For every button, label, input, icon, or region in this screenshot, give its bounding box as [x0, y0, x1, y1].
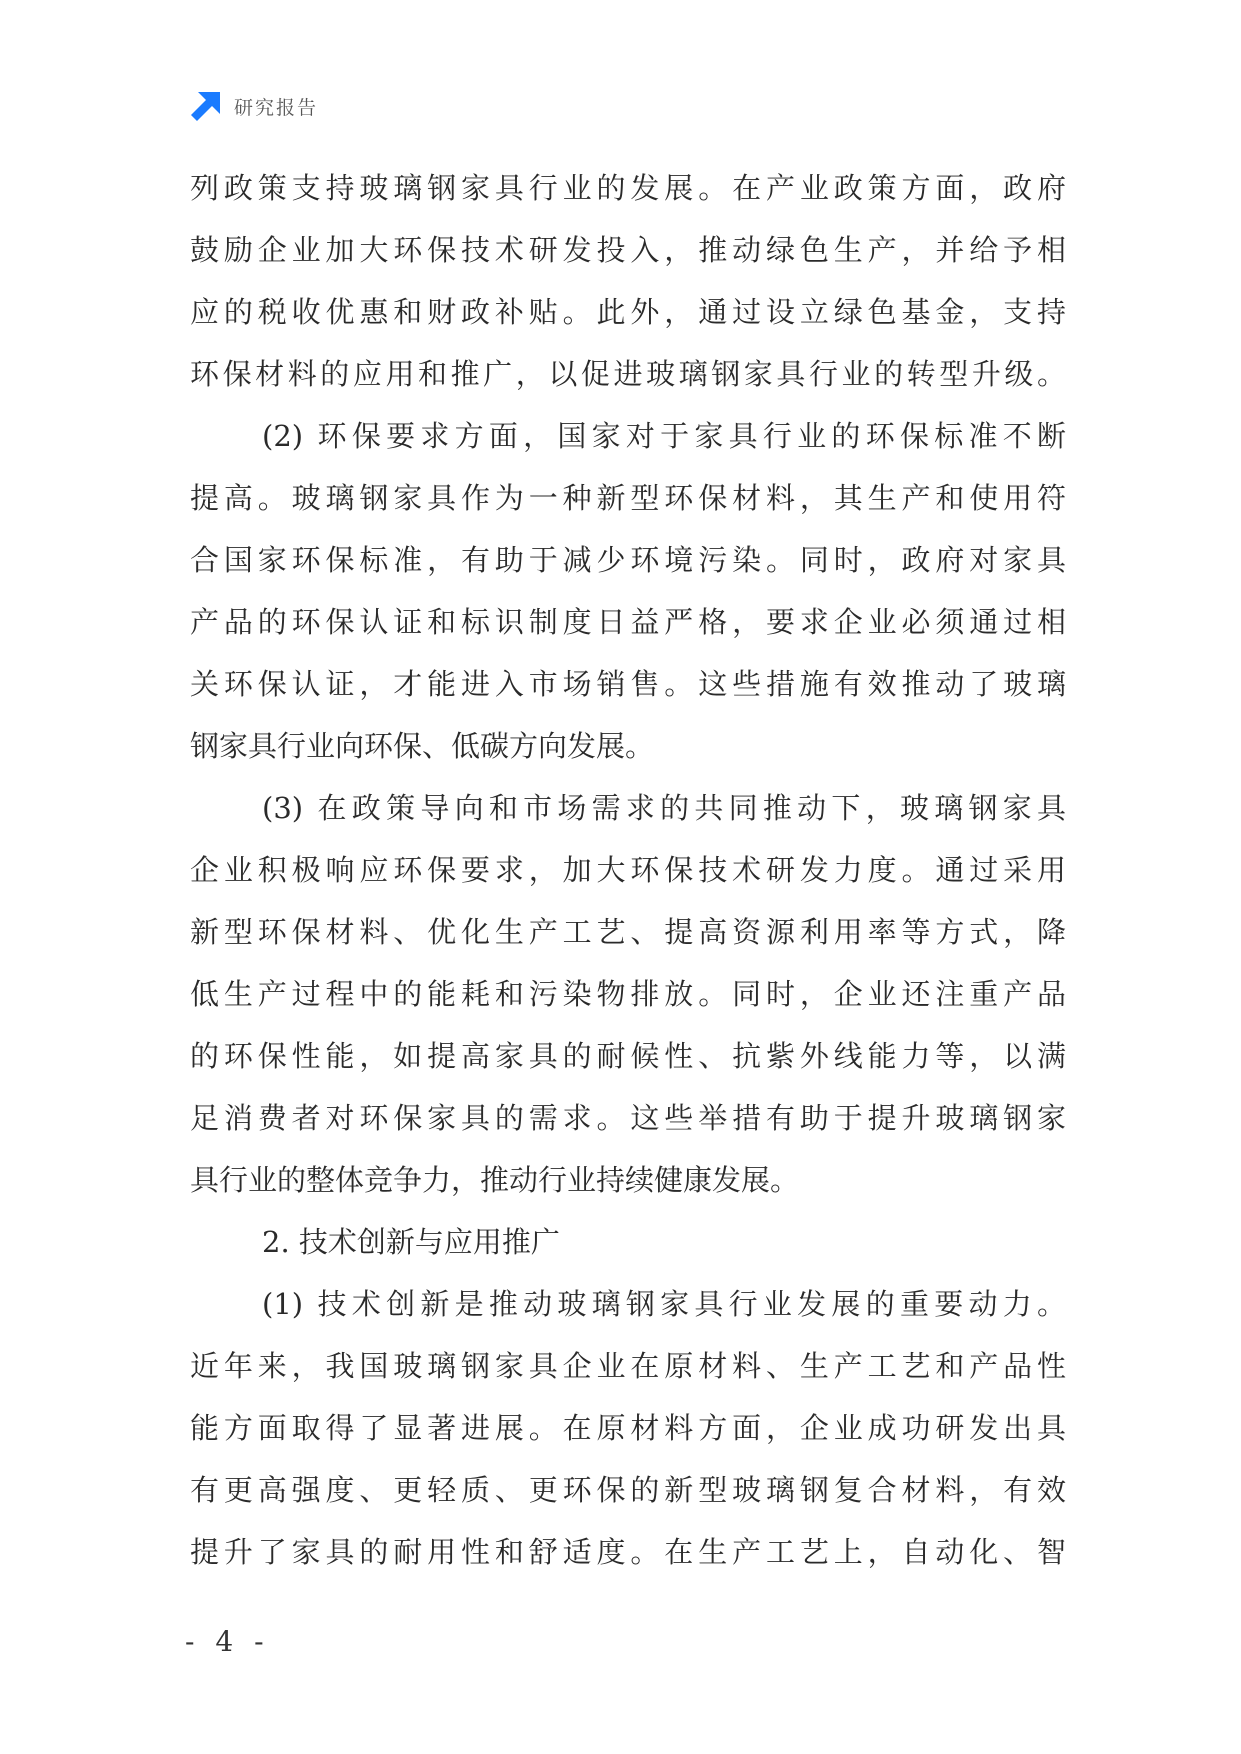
arrow-up-right-icon [188, 88, 224, 124]
header-title: 研究报告 [234, 96, 319, 119]
text-line: 具行业的整体竞争力，推动行业持续健康发展。 [190, 1163, 800, 1197]
text-line: 产品的环保认证和标识制度日益严格，要求企业必须通过相 [190, 605, 1066, 639]
text-line: 新型环保材料、优化生产工艺、提高资源利用率等方式，降 [190, 915, 1066, 949]
page-number: - 4 - [185, 1625, 270, 1658]
text-line: (2) 环保要求方面，国家对于家具行业的环保标准不断 [262, 419, 1066, 453]
text-line: 企业积极响应环保要求，加大环保技术研发力度。通过采用 [190, 853, 1066, 887]
text-line: 能方面取得了显著进展。在原材料方面，企业成功研发出具 [190, 1411, 1066, 1445]
text-line: 钢家具行业向环保、低碳方向发展。 [190, 729, 655, 763]
section-heading: 2. 技术创新与应用推广 [262, 1225, 560, 1259]
text-line: 近年来，我国玻璃钢家具企业在原材料、生产工艺和产品性 [190, 1349, 1066, 1383]
text-line: 合国家环保标准，有助于减少环境污染。同时，政府对家具 [190, 543, 1066, 577]
document-body [190, 157, 1066, 1583]
text-line: 列政策支持玻璃钢家具行业的发展。在产业政策方面，政府 [190, 171, 1066, 205]
text-line: 提升了家具的耐用性和舒适度。在生产工艺上，自动化、智 [190, 1535, 1066, 1569]
text-line: (3) 在政策导向和市场需求的共同推动下，玻璃钢家具 [262, 791, 1066, 825]
text-line: 足消费者对环保家具的需求。这些举措有助于提升玻璃钢家 [190, 1101, 1066, 1135]
text-line: 环保材料的应用和推广，以促进玻璃钢家具行业的转型升级。 [190, 357, 1066, 391]
page-header [188, 88, 318, 124]
text-line: 低生产过程中的能耗和污染物排放。同时，企业还注重产品 [190, 977, 1066, 1011]
text-line: 应的税收优惠和财政补贴。此外，通过设立绿色基金，支持 [190, 295, 1066, 329]
text-line: 关环保认证，才能进入市场销售。这些措施有效推动了玻璃 [190, 667, 1066, 701]
text-line: 有更高强度、更轻质、更环保的新型玻璃钢复合材料，有效 [190, 1473, 1066, 1507]
text-line: 的环保性能，如提高家具的耐候性、抗紫外线能力等，以满 [190, 1039, 1066, 1073]
text-line: 提高。玻璃钢家具作为一种新型环保材料，其生产和使用符 [190, 481, 1066, 515]
text-line: 鼓励企业加大环保技术研发投入，推动绿色生产，并给予相 [190, 233, 1066, 267]
text-line: (1) 技术创新是推动玻璃钢家具行业发展的重要动力。 [262, 1287, 1066, 1321]
